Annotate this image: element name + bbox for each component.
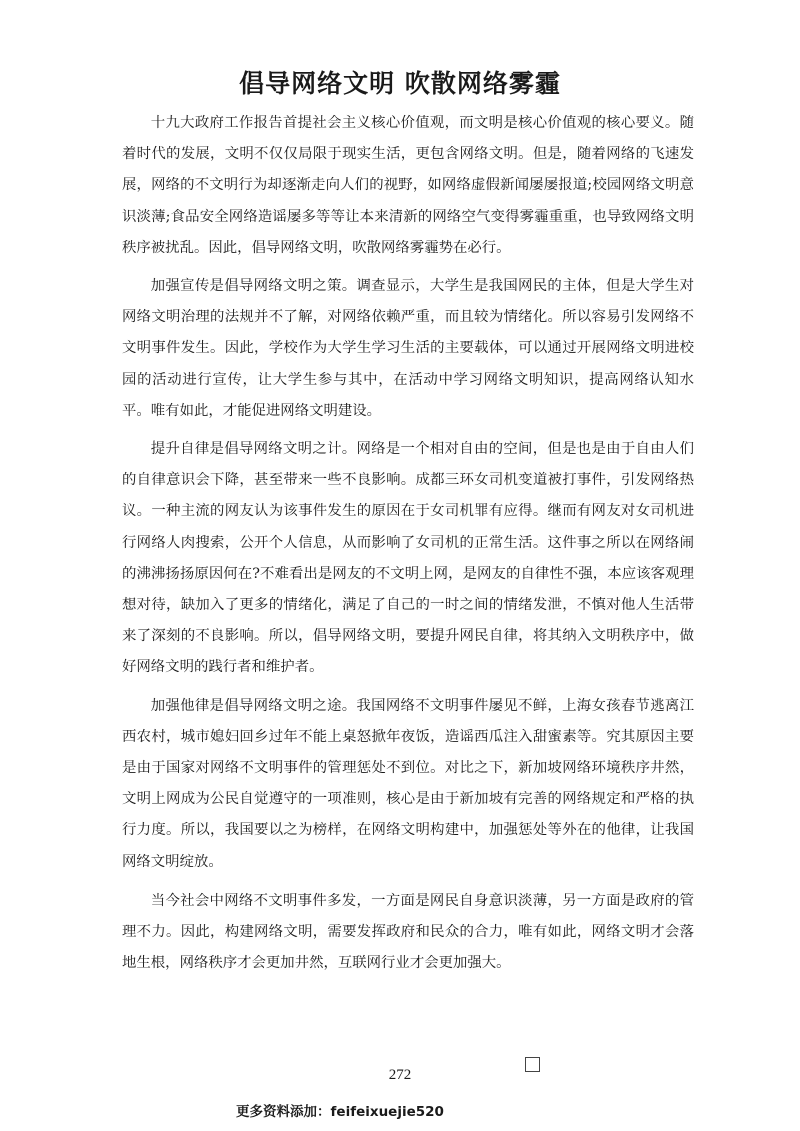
document-title: 倡导网络文明 吹散网络雾霾 bbox=[239, 69, 561, 98]
paragraph-conclusion: 当今社会中网络不文明事件多发，一方面是网民自身意识淡薄，另一方面是政府的管理不力。因此，构建网络文明，需要发挥政府和民众的合力，唯有如此，网络文明才会落地生根，网络秩序才会更加井然，互联网行业才会更加强大。 bbox=[122, 892, 694, 972]
article-body bbox=[122, 108, 694, 986]
checkbox-icon[interactable] bbox=[525, 1057, 540, 1072]
page-number: 272 bbox=[388, 1067, 412, 1083]
paragraph-publicity: 加强宣传是倡导网络文明之策。调查显示，大学生是我国网民的主体，但是大学生对网络文明治理的法规并不了解，对网络依赖严重，而且较为情绪化。所以容易引发网络不文明事件发生。因此，学校作为大学生学习生活的主要载体，可以通过开展网络文明进校园的活动进行宣传，让大学生参与其中，在活动中学习网络文明知识，提高网络认知水平。唯有如此，才能促进网络文明建设。 bbox=[122, 278, 694, 419]
footer-note: 更多资料添加：feifeixuejie520 bbox=[236, 1104, 444, 1120]
paragraph-self-discipline: 提升自律是倡导网络文明之计。网络是一个相对自由的空间，但是也是由于自由人们的自律意识会下降，甚至带来一些不良影响。成都三环女司机变道被打事件，引发网络热议。一种主流的网友认为该事件发生的原因在于女司机罪有应得。继而有网友对女司机进行网络人肉搜索，公开个人信息，从而影响了女司机的正常生活。这件事之所以在网络闹的沸沸扬扬原因何在?不难看出是网友的不文明上网，是网友的自律性不强，本应该客观理想对待，缺加入了更多的情绪化，满足了自己的一时之间的情绪发泄，不慎对他人生活带来了深刻的不良影响。所以，倡导网络文明，要提升网民自律，将其纳入文明秩序中，做好网络文明的践行者和维护者。 bbox=[122, 441, 694, 676]
paragraph-intro: 十九大政府工作报告首提社会主义核心价值观，而文明是核心价值观的核心要义。随着时代的发展，文明不仅仅局限于现实生活，更包含网络文明。但是，随着网络的飞速发展，网络的不文明行为却逐渐走向人们的视野，如网络虚假新闻屡屡报道;校园网络文明意识淡薄;食品安全网络造谣屡多等等让本来清新的网络空气变得雾霾重重，也导致网络文明秩序被扰乱。因此，倡导网络文明，吹散网络雾霾势在必行。 bbox=[122, 115, 694, 256]
paragraph-external-discipline: 加强他律是倡导网络文明之途。我国网络不文明事件屡见不鲜，上海女孩春节逃离江西农村，城市媳妇回乡过年不能上桌怒掀年夜饭，造谣西瓜注入甜蜜素等。究其原因主要是由于国家对网络不文明事件的管理惩处不到位。对比之下，新加坡网络环境秩序井然，文明上网成为公民自觉遵守的一项准则，核心是由于新加坡有完善的网络规定和严格的执行力度。所以，我国要以之为榜样，在网络文明构建中，加强惩处等外在的他律，让我国网络文明绽放。 bbox=[122, 697, 694, 870]
